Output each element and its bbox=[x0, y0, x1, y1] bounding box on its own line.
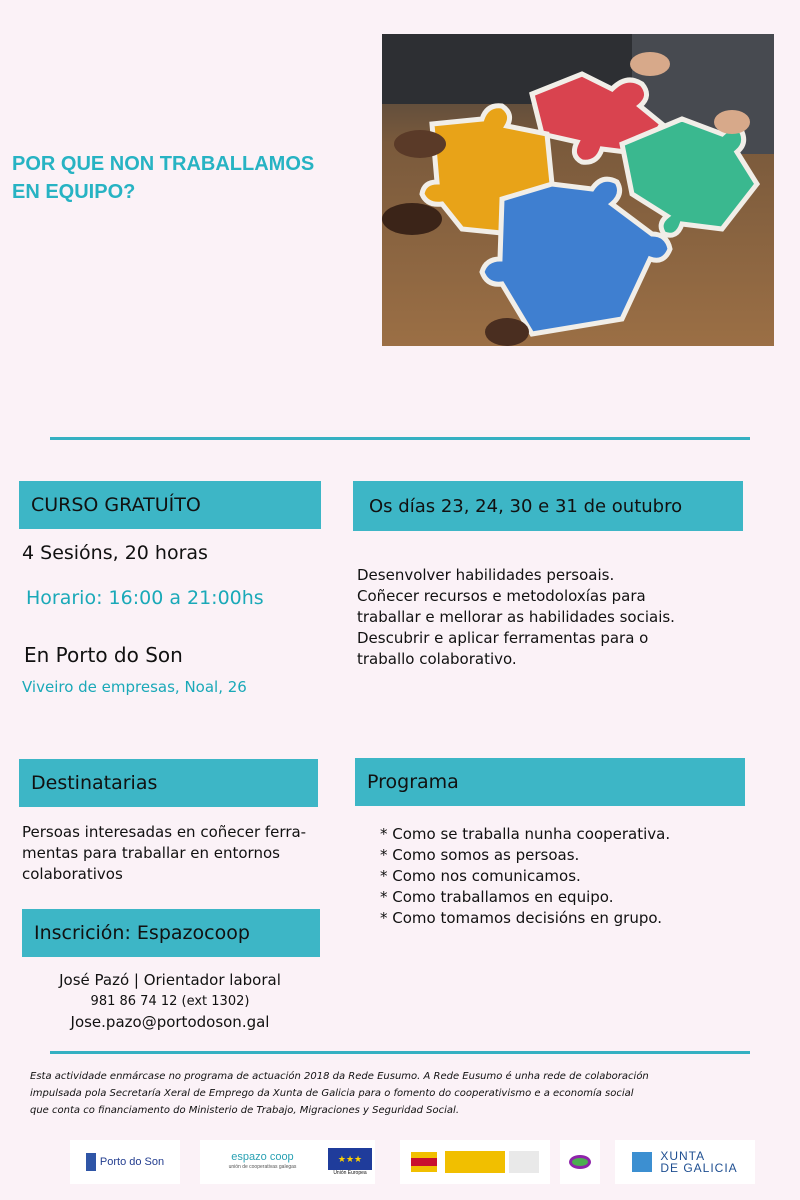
objective-line: traballar e mellorar as habilidades sociais. bbox=[357, 608, 675, 626]
eu-label: Unión Europea bbox=[333, 1170, 367, 1176]
objective-line: Desenvolver habilidades persoais. bbox=[357, 566, 615, 584]
schedule-text: Horario: 16:00 a 21:00hs bbox=[26, 587, 264, 609]
divider-top bbox=[50, 437, 750, 440]
footer-text bbox=[30, 1068, 750, 1119]
program-heading-label: Programa bbox=[367, 771, 459, 793]
title-line-2: EN EQUIPO? bbox=[12, 181, 136, 203]
espazo-coop-sub: unión de cooperativas galegas bbox=[228, 1164, 297, 1170]
porto-do-son-label: Porto do Son bbox=[99, 1156, 165, 1168]
footer-line: Esta actividade enmárcase no programa de actuación 2018 da Rede Eusumo. A Rede Eusumo é unha rede de colaboración bbox=[30, 1071, 649, 1082]
program-item: * Como somos as persoas. bbox=[380, 846, 580, 864]
divider-bottom bbox=[50, 1051, 750, 1054]
place-text: En Porto do Son bbox=[24, 643, 183, 667]
contact-email[interactable]: Jose.pazo@portodoson.gal bbox=[70, 1013, 270, 1031]
dates-badge bbox=[353, 481, 743, 531]
audience-line: Persoas interesadas en coñecer ferra- bbox=[22, 823, 307, 841]
program-list bbox=[380, 824, 740, 929]
ministry-text-block bbox=[509, 1151, 539, 1173]
xunta-emblem-icon bbox=[632, 1152, 652, 1172]
spain-flag-icon bbox=[411, 1152, 437, 1172]
objective-line: Coñecer recursos e metodoloxías para bbox=[357, 587, 646, 605]
sessions-text: 4 Sesións, 20 horas bbox=[22, 542, 208, 564]
footer-line: que conta co financiamento do Ministerio de Trabajo, Migraciones y Seguridad Social. bbox=[30, 1105, 459, 1116]
eu-flag-icon: ★★★ bbox=[328, 1148, 372, 1170]
program-item: * Como traballamos en equipo. bbox=[380, 888, 614, 906]
audience-line: mentas para traballar en entornos bbox=[22, 844, 280, 862]
program-item: * Como tomamos decisións en grupo. bbox=[380, 909, 663, 927]
ministry-band bbox=[445, 1151, 505, 1173]
address-text: Viveiro de empresas, Noal, 26 bbox=[22, 678, 247, 696]
shield-icon bbox=[86, 1153, 96, 1171]
porto-do-son-logo bbox=[70, 1140, 180, 1184]
course-badge bbox=[19, 481, 321, 529]
contact-block bbox=[20, 970, 320, 1033]
xunta-logo bbox=[615, 1140, 755, 1184]
program-item: * Como nos comunicamos. bbox=[380, 867, 581, 885]
registration-heading bbox=[22, 909, 320, 957]
sponsor-logos bbox=[70, 1140, 770, 1184]
objective-line: traballo colaborativo. bbox=[357, 650, 517, 668]
xunta-label-1: XUNTA bbox=[660, 1149, 706, 1163]
ministry-logo bbox=[400, 1140, 550, 1184]
course-badge-label: CURSO GRATUÍTO bbox=[31, 494, 201, 516]
dates-label: Os días 23, 24, 30 e 31 de outubro bbox=[369, 495, 683, 517]
puzzle-photo bbox=[382, 34, 774, 346]
eusumo-icon bbox=[569, 1155, 591, 1169]
objectives-list bbox=[357, 565, 777, 670]
espazo-coop-label: espazo coop bbox=[231, 1151, 294, 1163]
audience-heading bbox=[19, 759, 318, 807]
program-heading bbox=[355, 758, 745, 806]
objective-line: Descubrir e aplicar ferramentas para o bbox=[357, 629, 649, 647]
eusumo-logo bbox=[560, 1140, 600, 1184]
page-title bbox=[12, 150, 382, 206]
audience-text bbox=[22, 822, 342, 885]
xunta-label-2: DE GALICIA bbox=[660, 1161, 738, 1175]
audience-line: colaborativos bbox=[22, 865, 123, 883]
espazo-coop-logo bbox=[200, 1140, 325, 1184]
contact-name: José Pazó | Orientador laboral bbox=[59, 971, 281, 989]
puzzle-illustration bbox=[382, 34, 774, 346]
registration-heading-label: Inscrición: Espazocoop bbox=[34, 922, 250, 944]
footer-line: impulsada pola Secretaría Xeral de Emprego da Xunta de Galicia para o fomento do cooperativismo e a economía social bbox=[30, 1088, 634, 1099]
program-item: * Como se traballa nunha cooperativa. bbox=[380, 825, 671, 843]
title-line-1: POR QUE NON TRABALLAMOS bbox=[12, 153, 315, 175]
contact-phone[interactable]: 981 86 74 12 (ext 1302) bbox=[90, 994, 250, 1009]
eu-logo bbox=[325, 1140, 375, 1184]
audience-heading-label: Destinatarias bbox=[31, 772, 158, 794]
